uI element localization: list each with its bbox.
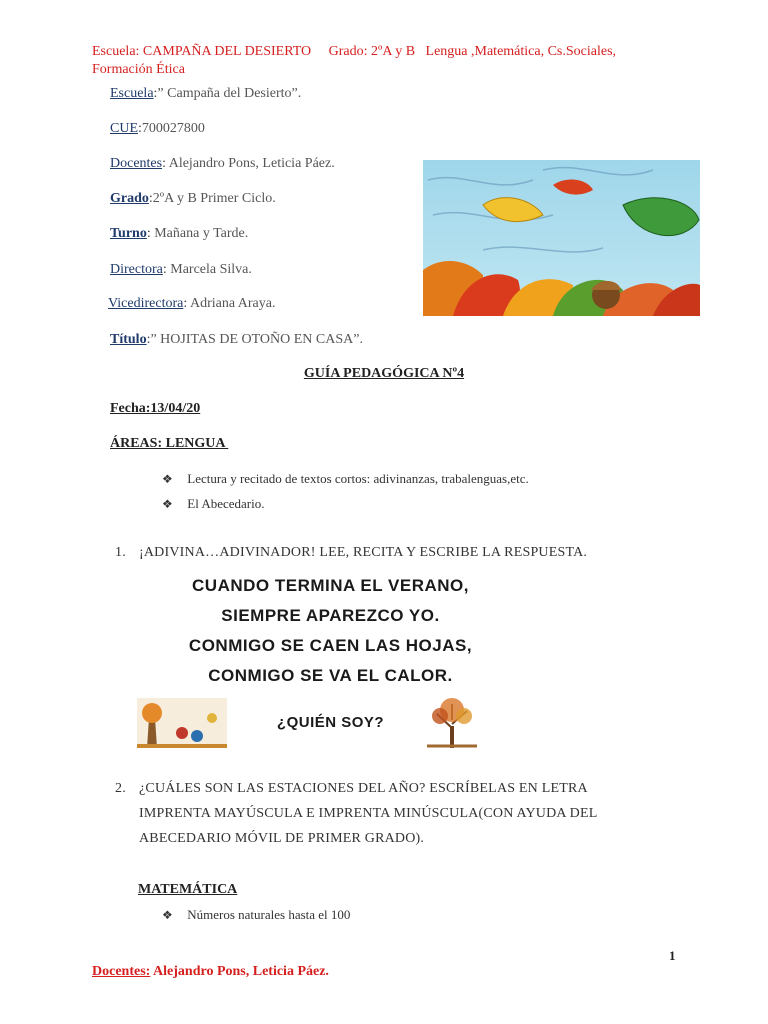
meta-value: Adriana Araya.	[187, 296, 276, 311]
list-item: ❖ Lectura y recitado de textos cortos: adivinanzas, trabalenguas,etc.	[162, 471, 529, 486]
meta-label: Escuela	[110, 86, 154, 101]
autumn-leaves-illustration	[423, 160, 700, 316]
autumn-scene-icon	[137, 698, 227, 748]
meta-label: Docentes	[110, 156, 163, 171]
meta-cue: CUE:700027800	[110, 121, 205, 136]
meta-vicedirectora: Vicedirectora: Adriana Araya.	[108, 296, 276, 311]
meta-value: ” HOJITAS DE OTOÑO EN CASA”.	[150, 332, 363, 347]
meta-value: 2ºA y B Primer Ciclo.	[152, 191, 276, 206]
meta-value: Alejandro Pons, Leticia Páez.	[165, 156, 335, 171]
footer-label: Docentes:	[92, 964, 151, 979]
riddle-line: CONMIGO SE CAEN LAS HOJAS,	[188, 636, 473, 655]
meta-directora: Directora: Marcela Silva.	[110, 262, 252, 277]
diamond-bullet-icon: ❖	[162, 497, 173, 511]
autumn-tree-icon	[422, 696, 482, 748]
riddle-line: SIEMPRE APAREZCO YO.	[221, 606, 440, 625]
meta-label: Título	[110, 332, 147, 347]
meta-value: ” Campaña del Desierto”.	[157, 86, 302, 101]
meta-grado: Grado:2ºA y B Primer Ciclo.	[110, 191, 276, 206]
diamond-bullet-icon: ❖	[162, 472, 173, 486]
item-2-line: ABECEDARIO MÓVIL DE PRIMER GRADO).	[139, 831, 425, 846]
page-number: 1	[669, 948, 676, 963]
riddle-line: CONMIGO SE VA EL CALOR.	[208, 666, 453, 685]
date-line: Fecha:13/04/20	[110, 401, 201, 416]
meta-value: Mañana y Tarde.	[150, 226, 249, 241]
footer	[92, 964, 329, 980]
header-line-1: Escuela: CAMPAÑA DEL DESIERTO Grado: 2ºA y B Lengua ,Matemática, Cs.Sociales,	[92, 44, 617, 59]
meta-label: Grado	[110, 191, 149, 206]
header-line-2: Formación Ética	[92, 62, 185, 77]
item-number: 2.	[115, 781, 126, 796]
meta-docentes: Docentes: Alejandro Pons, Leticia Páez.	[110, 156, 335, 171]
meta-escuela: Escuela:” Campaña del Desierto”.	[110, 86, 302, 101]
meta-label: Vicedirectora	[108, 296, 184, 311]
meta-turno: Turno: Mañana y Tarde.	[110, 226, 249, 241]
footer-value: Alejandro Pons, Leticia Páez.	[150, 964, 329, 979]
meta-label: Directora	[110, 262, 163, 277]
list-item: ❖ El Abecedario.	[162, 496, 265, 511]
riddle-image	[137, 568, 524, 748]
item-2-line: ¿CUÁLES SON LAS ESTACIONES DEL AÑO? ESCRÍBELAS EN LETRA	[139, 781, 588, 796]
item-number: 1.	[115, 545, 126, 560]
matematica-heading: MATEMÁTICA	[138, 882, 238, 897]
meta-titulo: Título:” HOJITAS DE OTOÑO EN CASA”.	[110, 332, 363, 347]
list-item: ❖ Números naturales hasta el 100	[162, 907, 351, 922]
guide-title: GUÍA PEDAGÓGICA Nº4	[303, 366, 465, 381]
riddle-question: ¿QUIÉN SOY?	[276, 714, 385, 731]
meta-label: Turno	[110, 226, 147, 241]
meta-value: 700027800	[141, 121, 205, 136]
item-1-text: ¡ADIVINA…ADIVINADOR! LEE, RECITA Y ESCRIBE LA RESPUESTA.	[139, 545, 588, 560]
meta-label: CUE	[110, 121, 138, 136]
riddle-line: CUANDO TERMINA EL VERANO,	[192, 576, 469, 595]
meta-value: Marcela Silva.	[166, 262, 252, 277]
areas-heading: ÁREAS: LENGUA	[110, 436, 229, 451]
item-2-line: IMPRENTA MAYÚSCULA E IMPRENTA MINÚSCULA(CON AYUDA DEL	[139, 806, 598, 821]
diamond-bullet-icon: ❖	[162, 908, 173, 922]
